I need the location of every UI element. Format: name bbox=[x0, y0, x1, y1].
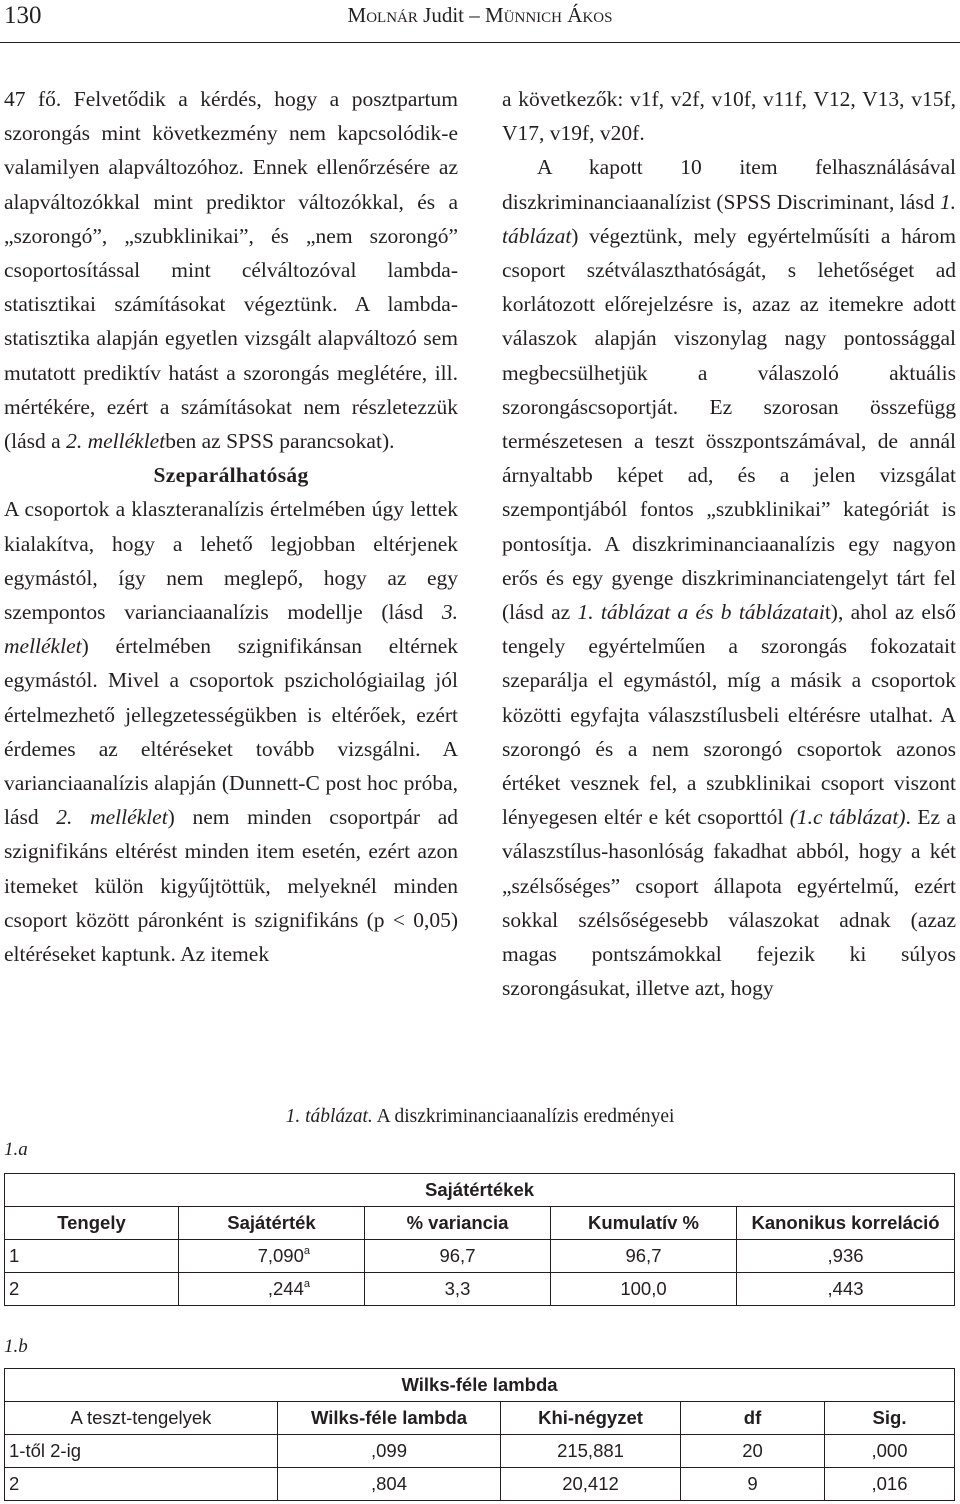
table-cell: 2 bbox=[5, 1273, 179, 1306]
table-title-row bbox=[5, 1174, 955, 1207]
table-cell: 20,412 bbox=[501, 1468, 681, 1501]
page-number: 130 bbox=[4, 2, 42, 29]
author2-given-initial: Á bbox=[567, 3, 583, 27]
text-run: t), ahol az első tengely egyértelműen a szorongás fokozatait szeparálja el egymástól, míg a másik a csoportok közötti egyfajta válaszstílusbeli eltérésre utalhat. A szorongó és a nem szorongó csoportok azonos értéket vesznek fel, a szubklinikai csoport viszont lényegesen eltér e két csoporttól bbox=[502, 600, 956, 830]
table-cell: ,936 bbox=[737, 1240, 955, 1273]
table-cell: 96,7 bbox=[365, 1240, 551, 1273]
column-header: Sajátérték bbox=[179, 1207, 365, 1240]
table-header-row bbox=[5, 1402, 955, 1435]
column-header: Sig. bbox=[825, 1402, 955, 1435]
cell-value: 7,090 bbox=[257, 1245, 304, 1266]
table-title: Sajátértékek bbox=[5, 1174, 955, 1207]
text-run: A kapott 10 item felhasználásával diszkriminanciaanalízist (SPSS Discriminant, lásd bbox=[502, 155, 956, 214]
table-b-label: 1.b bbox=[4, 1336, 28, 1357]
table-row bbox=[5, 1273, 955, 1306]
footnote-marker: a bbox=[303, 1278, 310, 1290]
table-cell: ,099 bbox=[278, 1435, 501, 1468]
author-separator: – bbox=[469, 3, 480, 27]
table-cell: 20 bbox=[681, 1435, 825, 1468]
text-run: 47 fő. Felvetődik a kérdés, hogy a posztpartum szorongás mint következmény nem kapcsolódik-e valamilyen alapváltozóhoz. Ennek ellenőrzésére az alapváltozókkal mint prediktor változókkal, és a „szorongó”, „szubklinikai”, és „nem szorongó” csoportosítással mint célváltozóval lambda-statisztikai számításokat végeztünk. A lambda-statisztika alapján egyetlen vizsgált alapváltozó sem mutatott prediktív hatást a szorongás meglétére, ill. mértékére, ezért a számításokat nem részletezzük (lásd a bbox=[4, 87, 458, 454]
cell-value: ,244 bbox=[267, 1278, 304, 1299]
left-paragraph-1 bbox=[4, 82, 458, 458]
italic-run: 2. melléklet bbox=[66, 429, 166, 454]
caption-text: A diszkriminanciaanalízis eredményei bbox=[372, 1106, 675, 1127]
left-column bbox=[4, 82, 458, 971]
right-column bbox=[502, 82, 956, 1005]
right-paragraph-2 bbox=[502, 150, 956, 1005]
table-cell: 96,7 bbox=[551, 1240, 737, 1273]
left-paragraph-2 bbox=[4, 492, 458, 971]
table-cell: 100,0 bbox=[551, 1273, 737, 1306]
right-paragraph-1: a következők: v1f, v2f, v10f, v11f, V12, V13, v15f, V17, v19f, v20f. bbox=[502, 87, 956, 146]
author1-surname: olnár bbox=[366, 3, 418, 27]
column-header: A teszt-tengelyek bbox=[5, 1402, 278, 1435]
author2-given-rest: kos bbox=[582, 3, 613, 27]
column-header: Khi-négyzet bbox=[501, 1402, 681, 1435]
table-cell: ,000 bbox=[825, 1435, 955, 1468]
text-run: ) nem minden csoportpár ad szignifikáns eltérést minden item esetén, ezért azon itemeket külön kigyűjtöttük, melyeknél minden csoport között páronként is szignifikáns (p < 0,05) eltéréseket kaptunk. Az itemek bbox=[4, 805, 458, 967]
italic-run: (1.c táblázat) bbox=[789, 805, 906, 830]
caption-label: 1. táblázat. bbox=[285, 1106, 373, 1127]
table-cell bbox=[179, 1240, 365, 1273]
table-row bbox=[5, 1240, 955, 1273]
running-header-authors bbox=[0, 3, 960, 28]
header-rule bbox=[0, 42, 960, 43]
table-cell: ,016 bbox=[825, 1468, 955, 1501]
text-run: . Ez a válaszstílus-hasonlóság fakadhat abból, hogy a két „szélsőséges” csoport állapota egyértelmű, ezért sokkal szélsőségesebb válaszokat adnak (azaz magas pontszámokkal fejezik ki súlyos szorongásukat, illetve azt, hogy bbox=[502, 805, 956, 1001]
table-header-row bbox=[5, 1207, 955, 1240]
column-header: Wilks-féle lambda bbox=[278, 1402, 501, 1435]
italic-run: 2. melléklet bbox=[56, 805, 168, 830]
table-cell: 9 bbox=[681, 1468, 825, 1501]
table-a-label: 1.a bbox=[4, 1139, 28, 1160]
table-title-row bbox=[5, 1369, 955, 1402]
section-heading: Szeparálhatóság bbox=[153, 463, 309, 488]
column-header: Kumulatív % bbox=[551, 1207, 737, 1240]
table-cell: ,804 bbox=[278, 1468, 501, 1501]
author2-surname: ünnich bbox=[503, 3, 563, 27]
italic-run: 1. táblázat a és b táblázatai bbox=[577, 600, 825, 625]
table-title: Wilks-féle lambda bbox=[5, 1369, 955, 1402]
text-run: ben az SPSS parancsokat). bbox=[165, 429, 395, 454]
table-row bbox=[5, 1468, 955, 1501]
table-row bbox=[5, 1435, 955, 1468]
wilks-lambda-table bbox=[4, 1368, 955, 1501]
table-cell bbox=[179, 1273, 365, 1306]
text-run: ) értelmében szignifikánsan eltérnek egymástól. Mivel a csoportok pszichológiailag jól értelmezhető jellegzetességükben is eltérőek, ezért érdemes az eltéréseket tovább vizsgálni. A varianciaanalízis alapján (Dunnett-C post hoc próba, lásd bbox=[4, 634, 458, 830]
column-header: % variancia bbox=[365, 1207, 551, 1240]
table-caption bbox=[0, 1106, 960, 1128]
table-cell: 2 bbox=[5, 1468, 278, 1501]
column-header: Tengely bbox=[5, 1207, 179, 1240]
eigenvalues-table bbox=[4, 1173, 955, 1306]
author2-initial: M bbox=[484, 3, 504, 27]
text-run: A csoportok a klaszteranalízis értelmében úgy lettek kialakítva, hogy a lehető legjobban eltérjenek egymástól, így nem meglepő, hogy az egy szempontos varianciaanalízis modellje (lásd bbox=[4, 497, 458, 625]
column-header: df bbox=[681, 1402, 825, 1435]
italic-run: 3. melléklet bbox=[4, 600, 458, 659]
table-cell: ,443 bbox=[737, 1273, 955, 1306]
text-run: ) végeztünk, mely egyértelműsíti a három csoport szétválaszthatóságát, s lehetőséget ad korlátozott előrejelzésre is, azaz az itemekre adott válaszok alapján viszonylag nagy pontossággal megbecsülhetjük a válaszoló aktuális szorongáscsoportját. Ez szorosan összefügg természetesen a teszt összpontszámával, de annál árnyaltabb képet ad, és a jelen vizsgálat szempontjából fontos „szubklinikai” kategóriát is pontosítja. A diszkriminanciaanalízis egy nagyon erős és egy gyenge diszkriminanciatengelyt tárt fel (lásd az bbox=[502, 223, 956, 625]
author1-initial: M bbox=[347, 3, 367, 27]
table-cell: 1-től 2-ig bbox=[5, 1435, 278, 1468]
table-cell: 215,881 bbox=[501, 1435, 681, 1468]
table-cell: 3,3 bbox=[365, 1273, 551, 1306]
footnote-marker: a bbox=[303, 1245, 310, 1257]
table-cell: 1 bbox=[5, 1240, 179, 1273]
author1-given-name: Judit bbox=[423, 3, 464, 27]
italic-run: 1. táblázat bbox=[502, 189, 956, 248]
column-header: Kanonikus korreláció bbox=[737, 1207, 955, 1240]
